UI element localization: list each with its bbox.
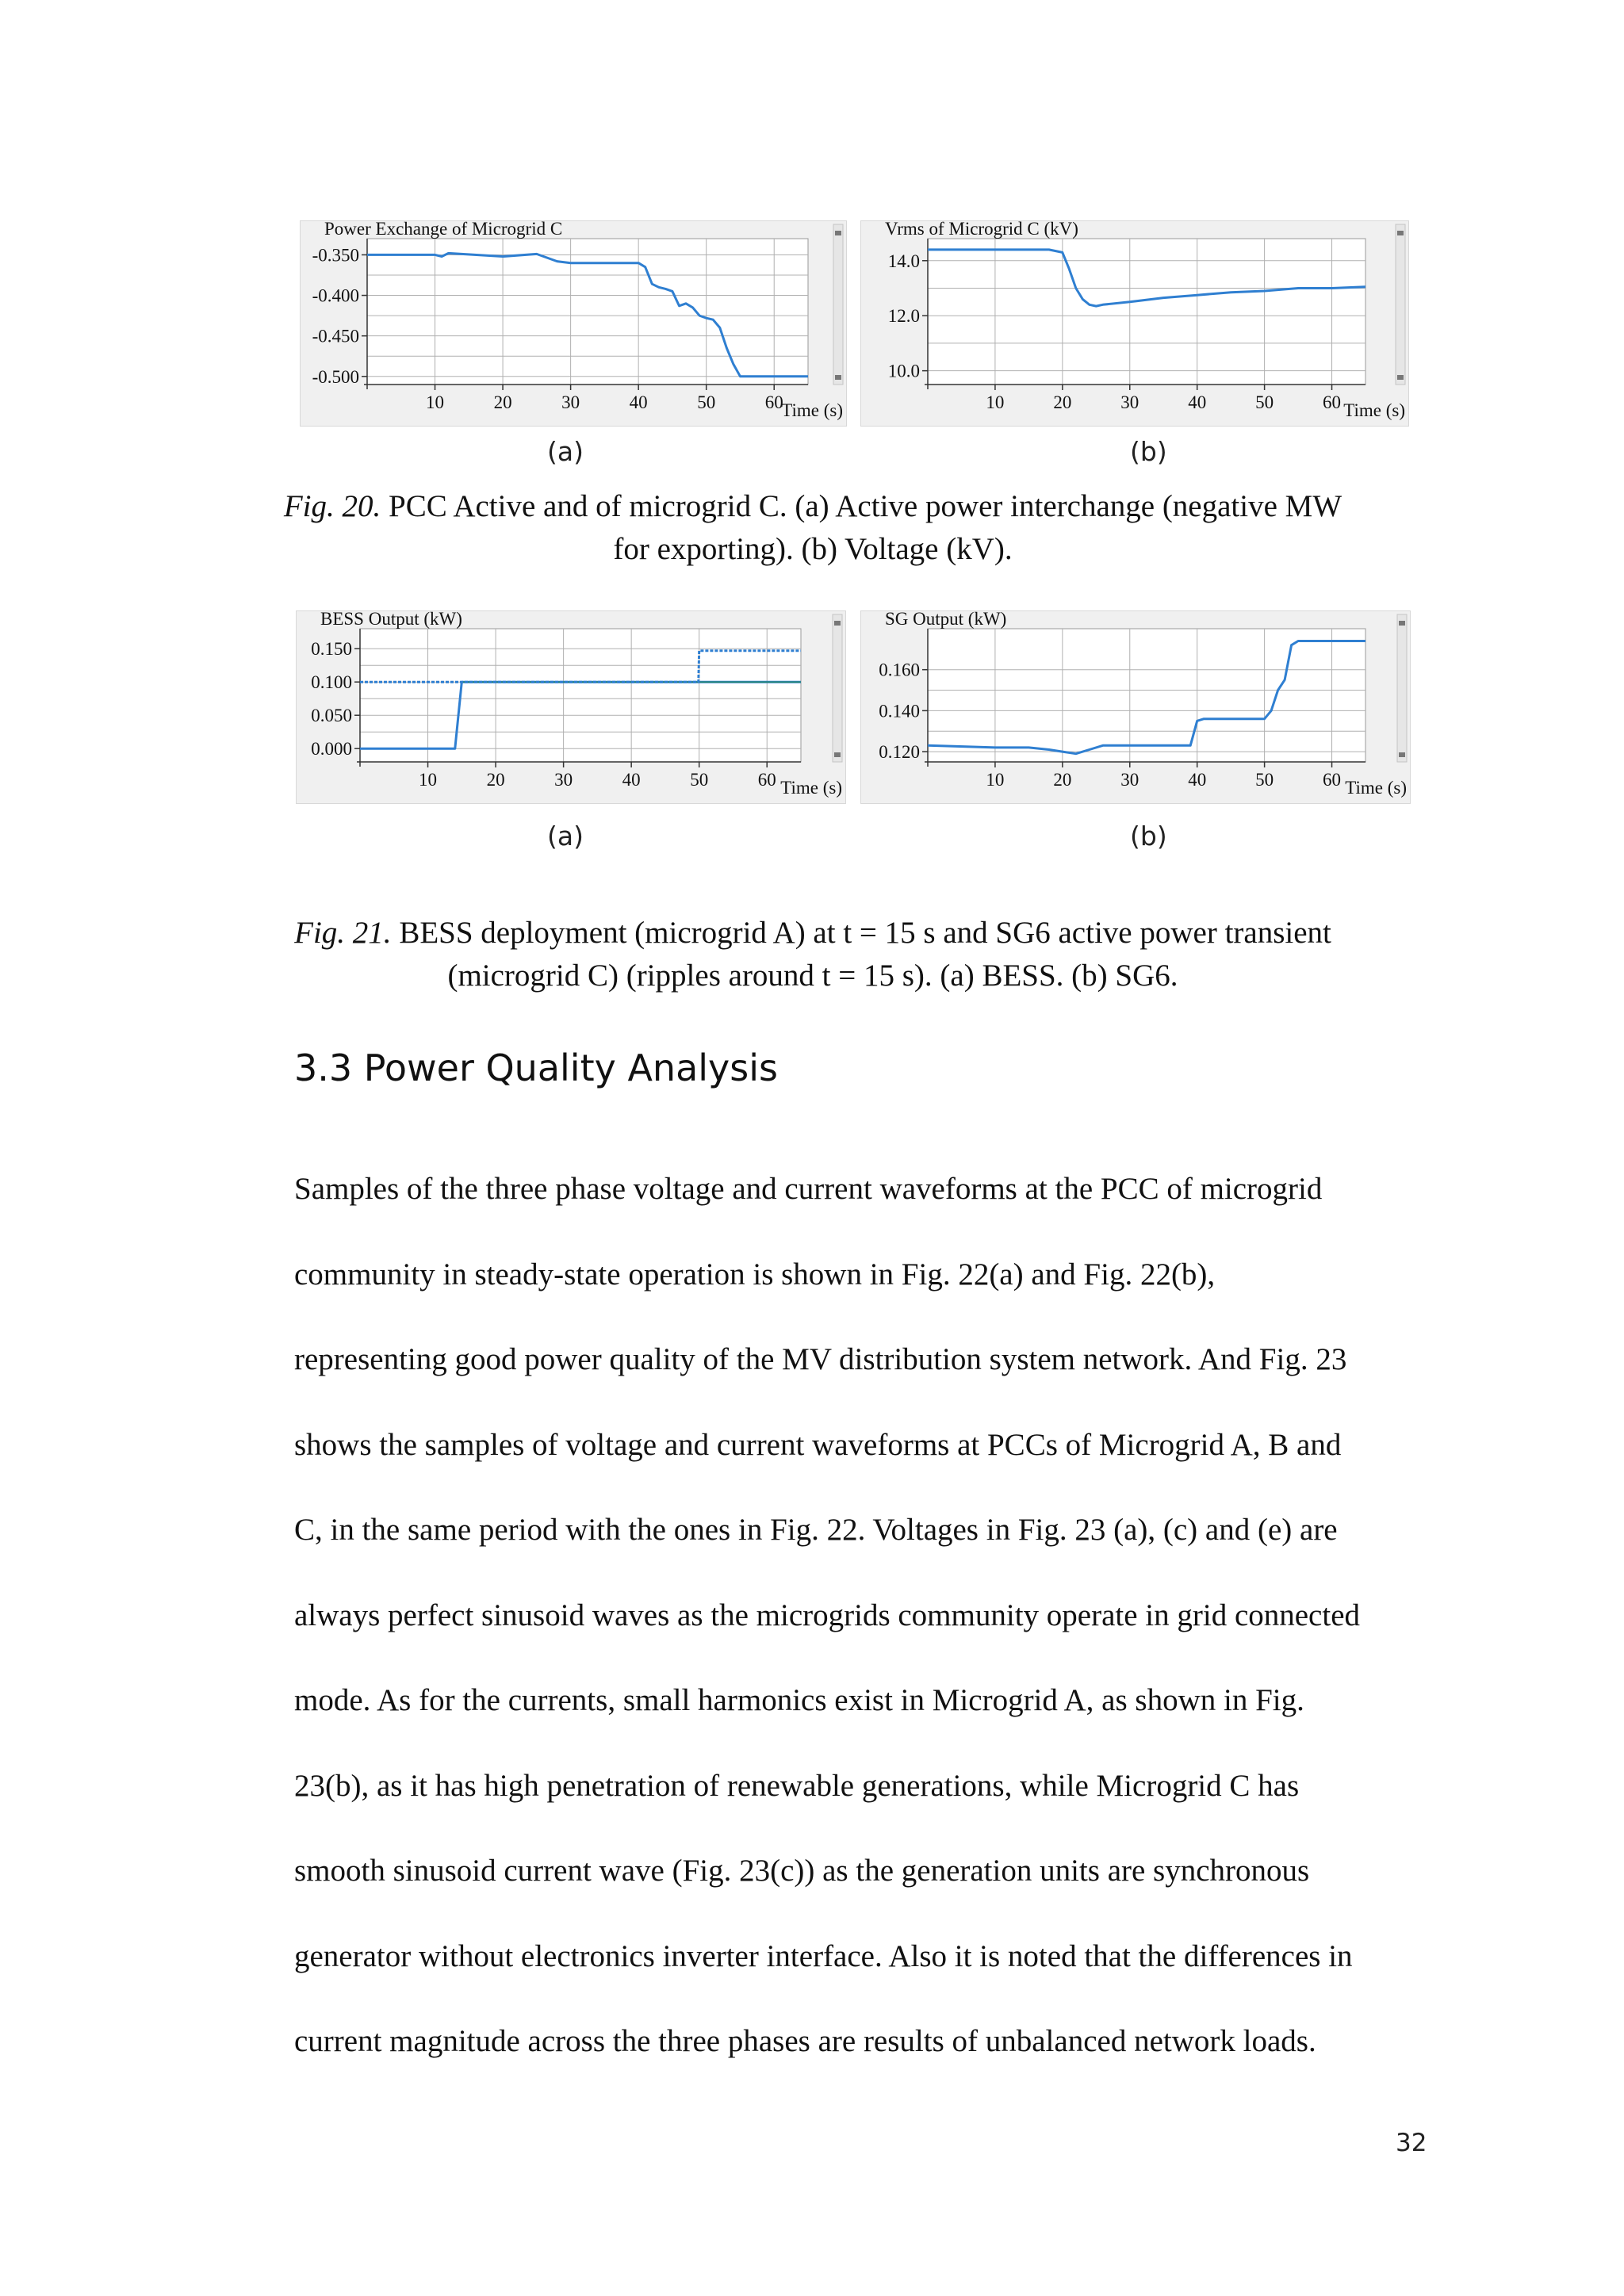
y-tick-label: -0.400 bbox=[312, 285, 359, 306]
x-tick-label: 20 bbox=[1053, 392, 1072, 412]
chart-power-exchange-svg bbox=[301, 221, 846, 426]
x-tick-label: 50 bbox=[1255, 770, 1274, 790]
fig20-caption-line1: PCC Active and of microgrid C. (a) Active power interchange (negative MW bbox=[389, 489, 1342, 523]
scroll-down-icon bbox=[1397, 375, 1404, 380]
x-tick-label: 10 bbox=[419, 770, 438, 790]
paragraph-line: mode. As for the currents, small harmonics exist in Microgrid A, as shown in Fig. bbox=[294, 1683, 1304, 1717]
x-tick-label: 20 bbox=[486, 770, 505, 790]
x-tick-label: 30 bbox=[1120, 392, 1139, 412]
paragraph-line: representing good power quality of the MV distribution system network. And Fig. 23 bbox=[294, 1342, 1347, 1376]
scrollbar bbox=[833, 224, 843, 385]
x-tick-label: 60 bbox=[764, 392, 783, 412]
scroll-up-icon bbox=[835, 231, 841, 235]
x-tick-label: 60 bbox=[1323, 770, 1342, 790]
chart-vrms-svg bbox=[861, 221, 1408, 426]
section-title: 3.3 Power Quality Analysis bbox=[294, 1047, 778, 1089]
x-tick-label: 40 bbox=[1188, 392, 1207, 412]
x-tick-label: 10 bbox=[986, 770, 1005, 790]
fig21-sub-a: (a) bbox=[547, 821, 584, 851]
x-tick-label: 30 bbox=[561, 392, 580, 412]
body-paragraph bbox=[294, 1165, 1436, 2103]
x-tick-label: 10 bbox=[426, 392, 445, 412]
x-tick-label: 40 bbox=[629, 392, 648, 412]
chart-title: Power Exchange of Microgrid C bbox=[324, 221, 563, 239]
chart-power-exchange bbox=[300, 220, 847, 427]
y-tick-label: -0.500 bbox=[312, 366, 359, 387]
x-tick-label: 30 bbox=[554, 770, 573, 790]
scrollbar bbox=[1397, 614, 1407, 762]
y-tick-label: -0.450 bbox=[312, 326, 359, 346]
fig20-caption bbox=[238, 485, 1388, 571]
fig20-caption-label: Fig. 20. bbox=[283, 489, 381, 523]
paragraph-line: current magnitude across the three phases are results of unbalanced network loads. bbox=[294, 2024, 1316, 2058]
scroll-down-icon bbox=[835, 375, 841, 380]
paragraph-line: 23(b), as it has high penetration of renewable generations, while Microgrid C has bbox=[294, 1768, 1300, 1803]
fig21-caption bbox=[238, 912, 1388, 997]
x-axis-label: Time (s) bbox=[1345, 778, 1407, 798]
paragraph-line: community in steady-state operation is shown in Fig. 22(a) and Fig. 22(b), bbox=[294, 1257, 1216, 1292]
fig21-caption-label: Fig. 21. bbox=[294, 916, 392, 950]
y-tick-label: 0.050 bbox=[311, 706, 352, 726]
chart-bess-output-svg bbox=[297, 611, 845, 803]
chart-title: Vrms of Microgrid C (kV) bbox=[885, 221, 1078, 239]
plot-area bbox=[367, 239, 808, 385]
x-tick-label: 50 bbox=[690, 770, 709, 790]
chart-sg-output-svg bbox=[861, 611, 1410, 803]
y-tick-label: 0.150 bbox=[311, 639, 352, 660]
fig21-caption-line2: (microgrid C) (ripples around t = 15 s). (a) BESS. (b) SG6. bbox=[447, 959, 1178, 993]
scrollbar bbox=[1396, 224, 1405, 385]
fig21-caption-line1: BESS deployment (microgrid A) at t = 15 s and SG6 active power transient bbox=[399, 916, 1331, 950]
y-tick-label: 0.160 bbox=[879, 660, 920, 680]
y-tick-label: 10.0 bbox=[887, 361, 920, 381]
x-tick-label: 60 bbox=[757, 770, 776, 790]
fig20-sub-a: (a) bbox=[547, 436, 584, 467]
paragraph-line: generator without electronics inverter interface. Also it is noted that the differences in bbox=[294, 1938, 1353, 1973]
chart-vrms bbox=[860, 220, 1409, 427]
scrollbar bbox=[833, 614, 842, 762]
x-tick-label: 30 bbox=[1120, 770, 1139, 790]
x-tick-label: 60 bbox=[1323, 392, 1342, 412]
scroll-down-icon bbox=[834, 752, 841, 757]
y-tick-label: 0.000 bbox=[311, 739, 352, 760]
paragraph-line: C, in the same period with the ones in Fig. 22. Voltages in Fig. 23 (a), (c) and (e) are bbox=[294, 1513, 1338, 1547]
x-tick-label: 50 bbox=[697, 392, 716, 412]
fig21-sub-b: (b) bbox=[1130, 821, 1167, 851]
x-tick-label: 20 bbox=[493, 392, 512, 412]
fig20-caption-line2: for exporting). (b) Voltage (kV). bbox=[613, 532, 1013, 566]
x-tick-label: 50 bbox=[1255, 392, 1274, 412]
chart-title: SG Output (kW) bbox=[885, 611, 1007, 629]
chart-sg-output bbox=[860, 610, 1411, 804]
chart-bess-output bbox=[296, 610, 846, 804]
scroll-up-icon bbox=[834, 621, 841, 626]
y-tick-label: 12.0 bbox=[887, 306, 920, 327]
scroll-up-icon bbox=[1399, 621, 1405, 626]
x-tick-label: 20 bbox=[1053, 770, 1072, 790]
chart-title: BESS Output (kW) bbox=[320, 611, 462, 629]
x-tick-label: 40 bbox=[622, 770, 641, 790]
x-axis-label: Time (s) bbox=[1343, 400, 1405, 420]
y-tick-label: 0.120 bbox=[879, 742, 920, 763]
page-number: 32 bbox=[1396, 2129, 1427, 2157]
x-tick-label: 10 bbox=[986, 392, 1005, 412]
y-tick-label: -0.350 bbox=[312, 245, 359, 266]
x-axis-label: Time (s) bbox=[780, 778, 842, 798]
y-tick-label: 0.140 bbox=[879, 701, 920, 721]
paragraph-line: Samples of the three phase voltage and current waveforms at the PCC of microgrid bbox=[294, 1172, 1323, 1206]
plot-area bbox=[928, 629, 1365, 762]
x-tick-label: 40 bbox=[1188, 770, 1207, 790]
paragraph-line: always perfect sinusoid waves as the microgrids community operate in grid connected bbox=[294, 1598, 1361, 1632]
y-tick-label: 14.0 bbox=[887, 251, 920, 271]
scroll-up-icon bbox=[1397, 231, 1404, 235]
x-axis-label: Time (s) bbox=[781, 400, 843, 420]
paragraph-line: shows the samples of voltage and current waveforms at PCCs of Microgrid A, B and bbox=[294, 1427, 1342, 1462]
fig20-sub-b: (b) bbox=[1130, 436, 1167, 467]
paragraph-line: smooth sinusoid current wave (Fig. 23(c)) as the generation units are synchronous bbox=[294, 1854, 1310, 1888]
y-tick-label: 0.100 bbox=[311, 672, 352, 693]
scroll-down-icon bbox=[1399, 752, 1405, 757]
